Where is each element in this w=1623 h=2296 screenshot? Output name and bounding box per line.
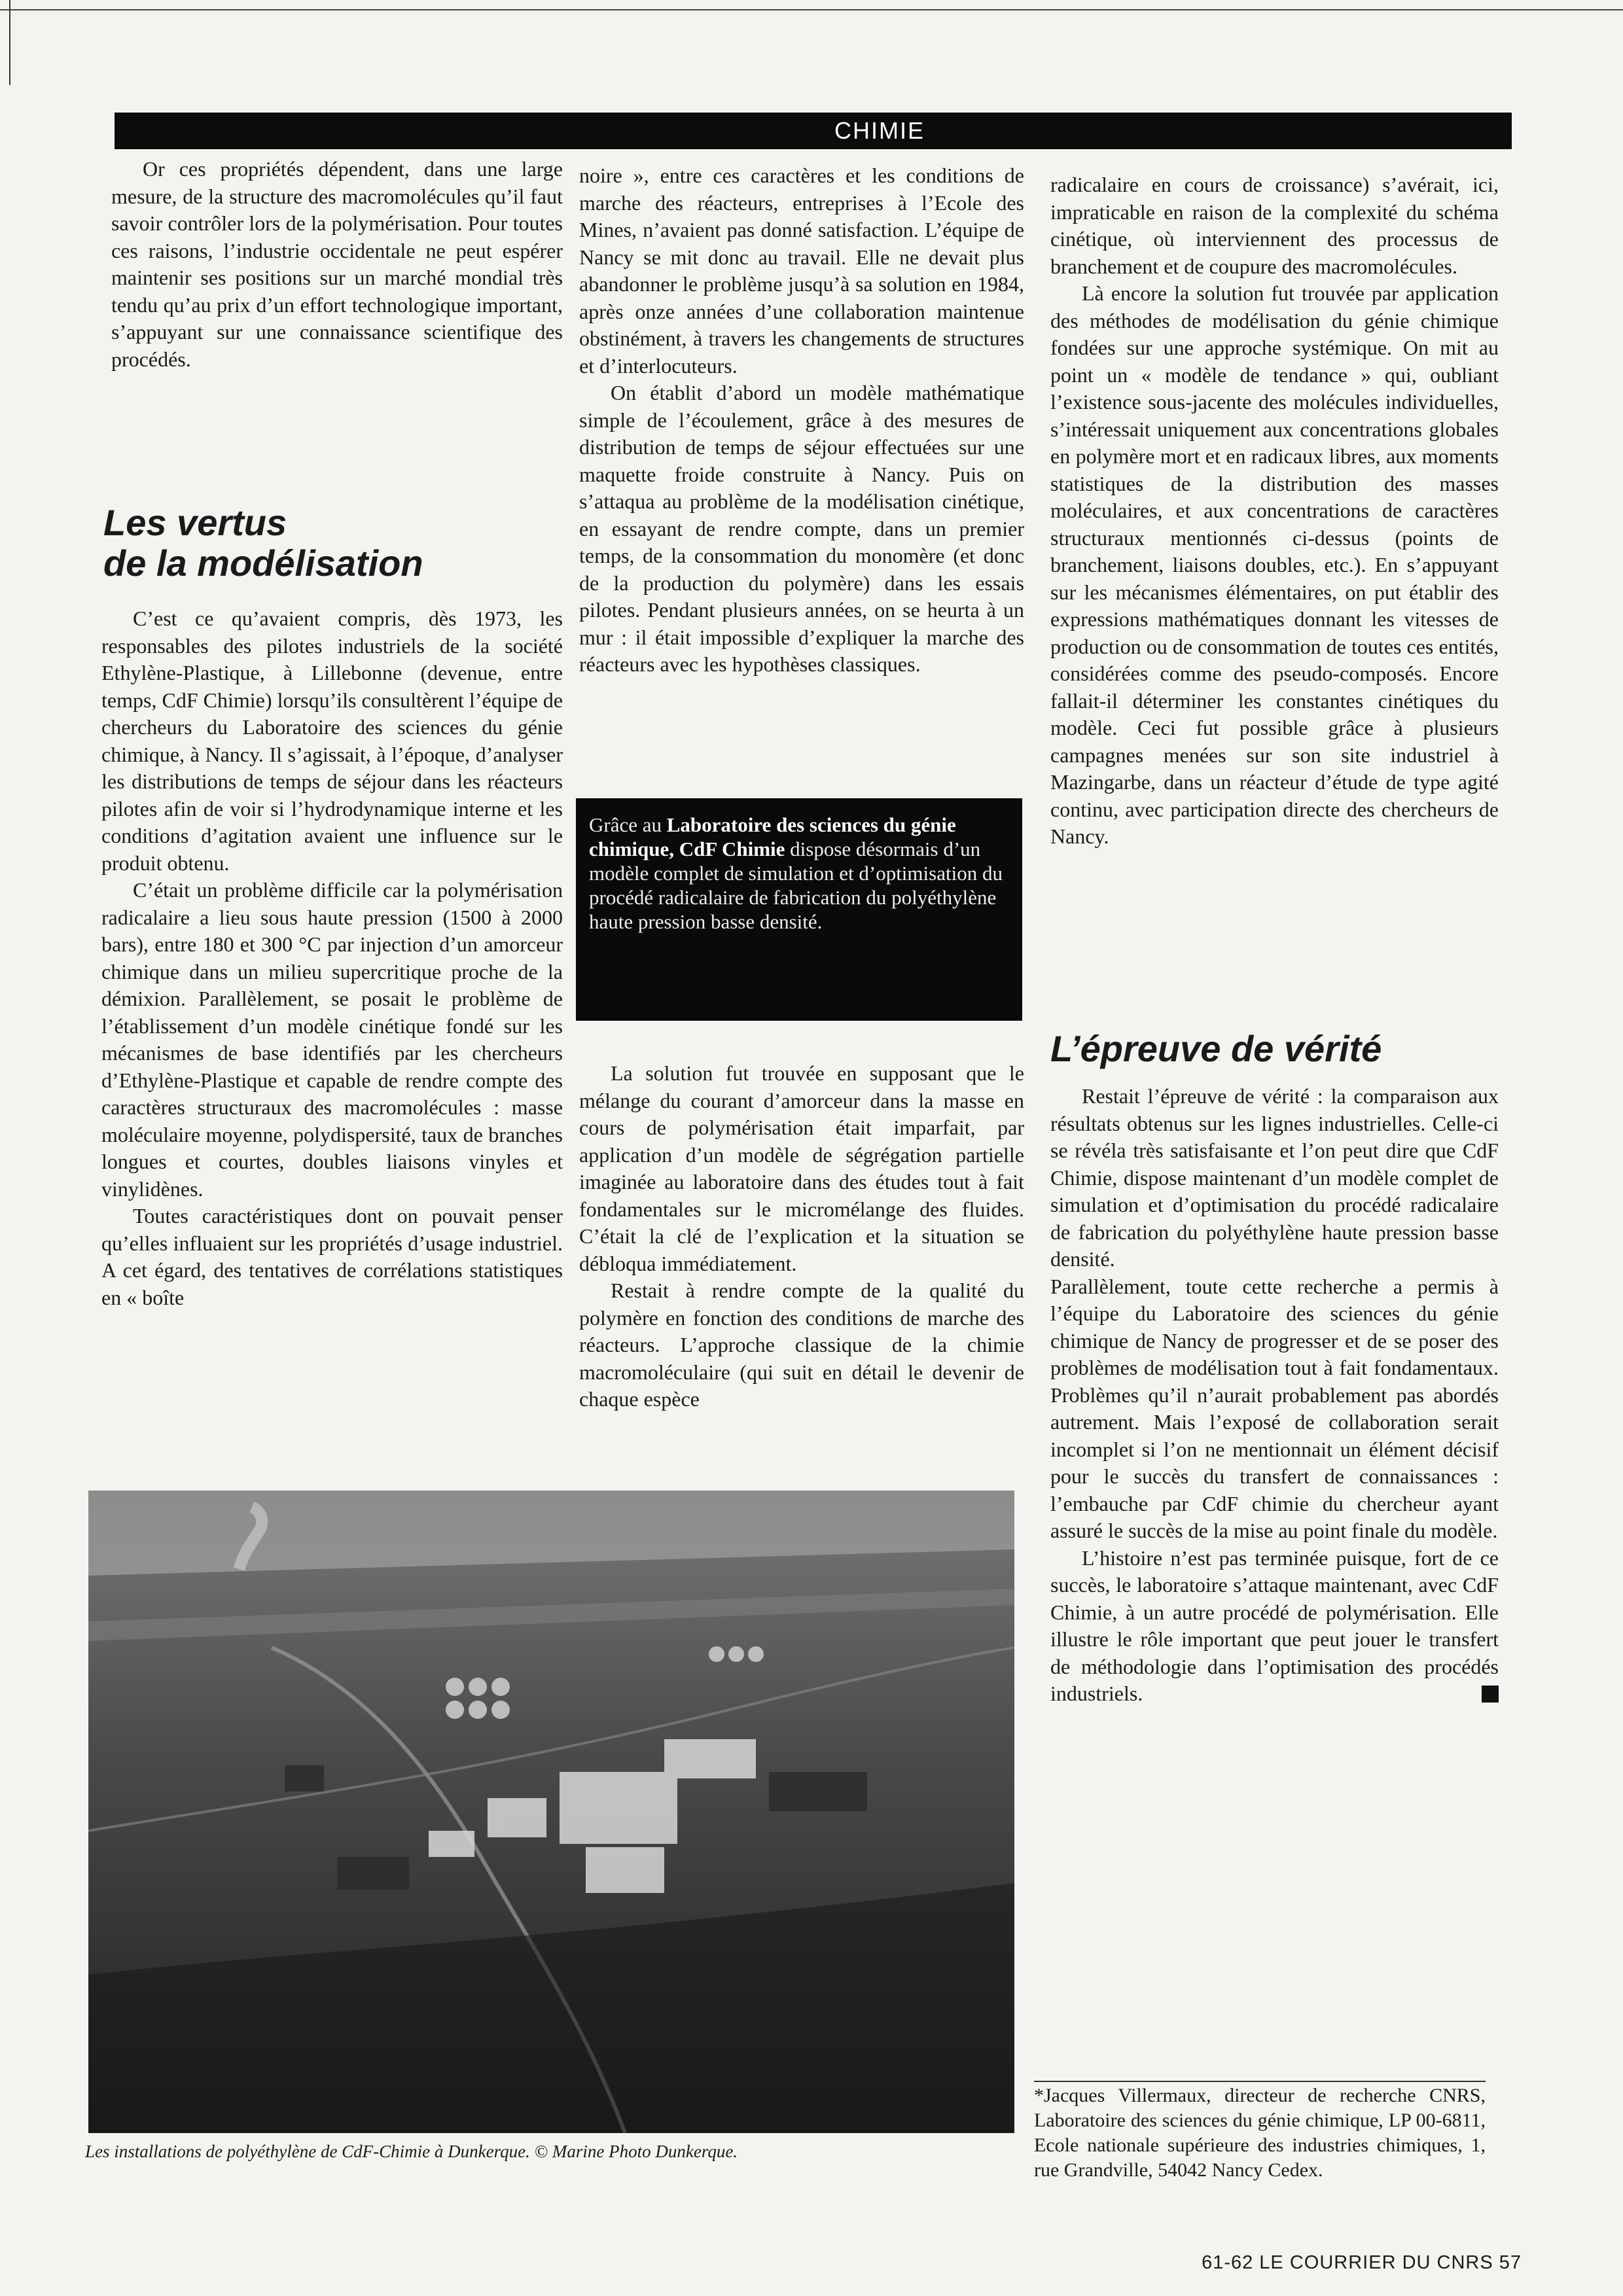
paragraph	[1050, 1545, 1499, 1708]
paragraph: C’est ce qu’avaient compris, dès 1973, les responsables des pilotes industriels de la société Ethylène-Plastique, à Lillebonne (devenue, entre temps, CdF Chimie) lorsqu’ils consultèrent l’équipe de chercheurs du Laboratoire des sciences du génie chimique, à Nancy. Il s’agissait, à l’époque, d’analyser les distributions de temps de séjour dans les réacteurs pilotes afin de voir si l’hydrodynamique interne et les conditions d’agitation avaient une influence sur le produit obtenu.	[101, 607, 563, 875]
column-2-top	[579, 162, 1024, 679]
column-2-bottom	[579, 1060, 1024, 1413]
paragraph: radicalaire en cours de croissance) s’avérait, ici, impraticable en raison de la complexité du schéma cinétique, où interviennent des processus de branchement et de coupure des macromolécules.	[1050, 173, 1499, 278]
paragraph: C’était un problème difficile car la polymérisation radicalaire a lieu sous haute pression (1500 à 2000 bars), entre 180 et 300 °C par injection d’un amorceur chimique dans un milieu supercritique proche de la démixion. Parallèlement, se posait le problème de l’établissement d’un modèle cinétique fondé sur les mécanismes de base identifiés par les chercheurs d’Ethylène-Plastique et capable de rendre compte des caractères structuraux des macromolécules : masse moléculaire moyenne, polydispersité, taux de branches longues et courtes, doubles liaisons vinyles et vinylidènes.	[101, 878, 563, 1201]
author-footnote: *Jacques Villermaux, directeur de recherche CNRS, Laboratoire des sciences du génie chimique, LP 00-6811, Ecole nationale supérieure des industries chimiques, 1, rue Grandville, 54042 Nancy Cedex.	[1034, 2085, 1486, 2181]
crop-mark	[9, 0, 10, 85]
section-heading	[1050, 1029, 1495, 1069]
paragraph: Là encore la solution fut trouvée par application des méthodes de modélisation du génie chimique fondées sur une approche systémique. On mit au point un « modèle de tendance » qui, oubliant l’existence sous-jacente des molécules individuelles, s’intéressait uniquement aux concentrations globales en polymère mort et en radicaux libres, aux moments statistiques de la distribution des masses moléculaires, et aux concentrations de caractères structuraux mentionnés ci-dessus (points de branchement, liaisons doubles, etc.). En s’appuyant sur les mécanismes élémentaires, on put établir des expressions mathématiques donnant les vitesses de production ou de consommation de toutes ces entités, considérées comme des pseudo-composés. Encore fallait-il déterminer les constantes cinétiques du modèle. Ceci fut possible grâce à plusieurs campagnes menées sur son site industriel à Mazingarbe, dans un réacteur d’étude de type agité continu, avec participation directe des chercheurs de Nancy.	[1050, 281, 1499, 848]
paragraph: Restait à rendre compte de la qualité du polymère en fonction des conditions de marche des réacteurs. L’approche classique de la chimie macromoléculaire (qui suit en détail le devenir de chaque espèce	[579, 1279, 1024, 1411]
paragraph: Parallèlement, toute cette recherche a permis à l’équipe du Laboratoire des sciences du génie chimique de Nancy de progresser et de se poser des problèmes de modélisation tout à fait fondamentaux. Problèmes qu’il n’aurait probablement pas abordés autrement. Mais l’exposé de collaboration serait incomplet si l’on ne mentionnait un élément décisif pour le succès du transfert de connaissances : l’embauche par CdF chimie du chercheur ayant assuré le succès de la mise au point finale du modèle.	[1050, 1274, 1499, 1542]
heading-line: Les vertus	[103, 502, 287, 543]
highlight-box	[576, 798, 1022, 1021]
paragraph: La solution fut trouvée en supposant que le mélange du courant d’amorceur dans la masse en cours de polymérisation était imparfait, par application d’un modèle de ségrégation partielle imaginée au laboratoire dans des études tout à fait fondamentales sur le micromélange des fluides. C’était la clé de l’explication et la situation se débloqua immédiatement.	[579, 1061, 1024, 1275]
column-3-body	[1050, 1083, 1499, 1708]
heading-line: L’épreuve de vérité	[1050, 1028, 1382, 1069]
column-3-top	[1050, 171, 1499, 851]
paragraph-text: L’histoire n’est pas terminée puisque, fort de ce succès, le laboratoire s’attaque maintenant, avec CdF Chimie, à un autre procédé de polymérisation. Elle illustre le rôle important que peut jouer le transfert de méthodologie dans l’optimisation des procédés industriels.	[1050, 1545, 1499, 1705]
page-footer: 61-62 LE COURRIER DU CNRS 57	[1202, 2252, 1522, 2273]
paragraph: Or ces propriétés dépendent, dans une large mesure, de la structure des macromolécules qu’il faut savoir contrôler lors de la polymérisation. Pour toutes ces raisons, l’industrie occidentale ne peut espérer maintenir ses positions sur un marché mondial très tendu qu’au prix d’un effort technologique important, s’appuyant sur une connaissance scientifique des procédés.	[111, 157, 563, 371]
heading-line: de la modélisation	[103, 542, 423, 584]
photo-caption: Les installations de polyéthylène de CdF-Chimie à Dunkerque. © Marine Photo Dunkerque.	[85, 2142, 738, 2161]
aerial-photo	[88, 1491, 1014, 2133]
paragraph: On établit d’abord un modèle mathématique simple de l’écoulement, grâce à des mesures de distribution de temps de séjour effectuées sur une maquette froide construite à Nancy. Puis on s’attaqua au problème de la modélisation cinétique, en essayant de rendre compte, dans un premier temps, de la consommation du monomère (et donc de la production du polymère) dans les essais pilotes. Pendant plusieurs années, on se heurta à un mur : il était impossible d’expliquer la marche des réacteurs avec les hypothèses classiques.	[579, 381, 1024, 676]
footnote-divider	[1034, 2081, 1486, 2082]
paragraph: Toutes caractéristiques dont on pouvait penser qu’elles influaient sur les propriétés d’usage industriel. A cet égard, des tentatives de corrélations statistiques en « boîte	[101, 1204, 563, 1309]
box-text: dispose désormais d’un modèle complet de simulation et d’optimisation du procédé radicalaire de fabrication du polyéthylène haute pression basse densité.	[589, 838, 1003, 933]
crop-mark	[0, 9, 1623, 10]
column-1-body	[101, 605, 563, 1311]
column-1-top	[111, 156, 563, 373]
box-text: Grâce au	[589, 813, 667, 836]
section-heading	[103, 503, 562, 584]
section-title: CHIMIE	[834, 117, 925, 144]
paragraph: noire », entre ces caractères et les conditions de marche des réacteurs, entreprises à l’Ecole des Mines, n’avaient pas donné satisfaction. L’équipe de Nancy se mit donc au travail. Elle ne devait plus abandonner le problème jusqu’à sa solution en 1984, après onze années d’une collaboration maintenue obstinément, à travers les changements de structures et d’interlocuteurs.	[579, 164, 1024, 378]
box-text-bold: Laboratoire des sciences du génie chimique, CdF Chimie	[589, 813, 956, 860]
section-banner	[115, 113, 1512, 149]
paragraph: Restait l’épreuve de vérité : la comparaison aux résultats obtenus sur les lignes industrielles. Celle-ci se révéla très satisfaisante et l’on peut dire que CdF Chimie, dispose maintenant d’un modèle complet de simulation et d’optimisation du procédé radicalaire de fabrication du polyéthylène haute pression basse densité.	[1050, 1084, 1499, 1271]
end-mark-icon	[1482, 1686, 1499, 1703]
